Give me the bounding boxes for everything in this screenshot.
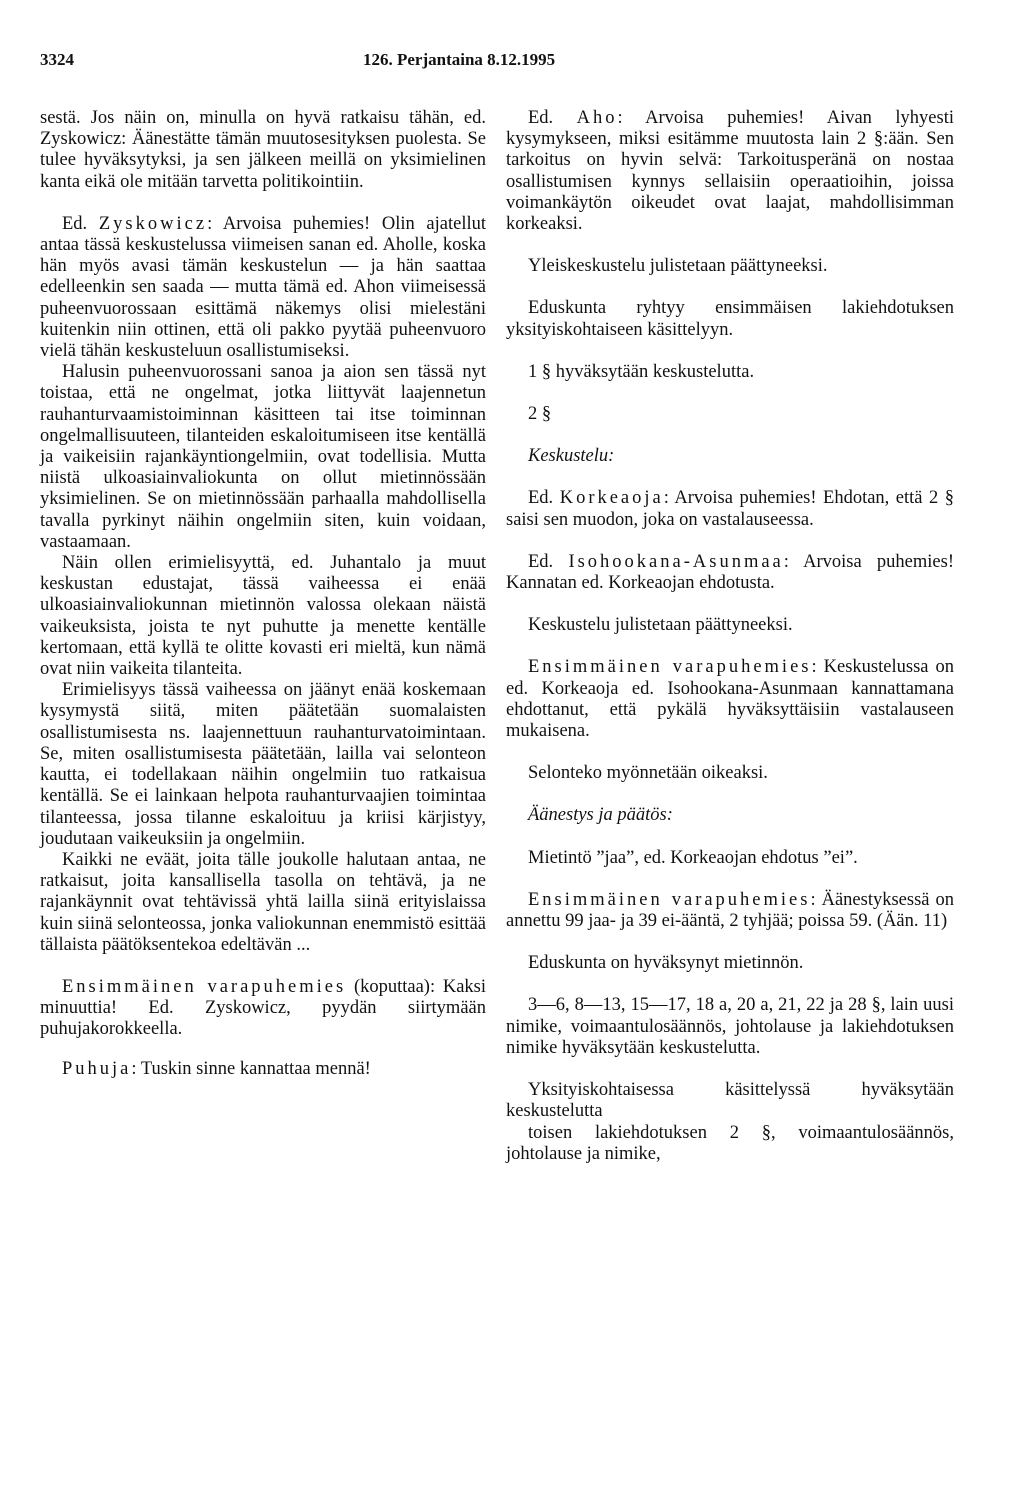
issue-title: 126. Perjantaina 8.12.1995 bbox=[363, 50, 556, 69]
procedural-note: Selonteko myönnetään oikeaksi. bbox=[528, 763, 768, 784]
page-header bbox=[40, 50, 984, 74]
procedural-note: Keskustelu julistetaan päättyneeksi. bbox=[528, 615, 793, 636]
speaker-prefix: Ed. bbox=[528, 108, 554, 128]
speaker-name: Ensimmäinen varapuhemies bbox=[62, 976, 347, 997]
speech-aho bbox=[506, 108, 954, 235]
speaker-name: Zyskowicz bbox=[98, 213, 208, 234]
paragraph: Näin ollen erimielisyyttä, ed. Juhantalo ja muut keskustan edustajat, tässä vaiheessa ei enää ulkoasiainvaliokunnan mietinnön valossa olekaan näistä vaikeuksista, joista te nyt puhutte ja menette kentälle kertomaan, että kyllä te olitte kovasti eri mieltä, kun nämä ovat niin vaikeita tilanteita. bbox=[40, 553, 486, 680]
procedural-note: Mietintö ”jaa”, ed. Korkeaojan ehdotus ”ei”. bbox=[528, 847, 858, 868]
speaker-name: Isohookana-Asunmaa bbox=[568, 551, 784, 572]
right-column bbox=[506, 108, 954, 1165]
procedural-note: Yksityiskohtaisessa käsittelyssä hyväksytään keskustelutta bbox=[506, 1080, 954, 1122]
speech-text: : Arvoisa puhemies! Ehdotan, että 2 § saisi sen muodon, joka on vastalauseessa. bbox=[506, 488, 955, 530]
speaker-prefix: Ed. bbox=[62, 213, 88, 234]
speech-zyskowicz bbox=[40, 214, 486, 362]
subheading: Keskustelu: bbox=[528, 446, 615, 467]
speech-isohookana-asunmaa bbox=[506, 552, 954, 594]
speech-text: (koputtaa): Kaksi minuuttia! Ed. Zyskowicz, pyydän siirtymään puhujakorokkeella. bbox=[40, 976, 486, 1040]
speech-text: : Tuskin sinne kannattaa mennä! bbox=[131, 1058, 371, 1079]
speaker-name: Ensimmäinen varapuhemies bbox=[528, 889, 811, 910]
procedural-note: Eduskunta on hyväksynyt mietinnön. bbox=[528, 953, 804, 974]
speaker-name: Puhuja bbox=[62, 1058, 132, 1079]
speech-varapuhemies bbox=[40, 977, 486, 1041]
paragraph: Halusin puheenvuorossani sanoa ja aion sen tässä nyt toistaa, että ne ongelmat, jotka liittyvät laajennetun rauhanturvaamistoiminnan käsitteen tai itse toiminnan ongelmallisuuteen, tilanteiden eskaloitumiseen itse kentällä ja vaikeisiin rajankäyntiongelmiin, ovat todellisia. Mutta niistä ulkoasiainvaliokunta on ollut mietinnössään yksimielinen. Se on mietinnössään parhaalla mahdollisella tavalla pyrkinyt näihin ongelmiin siten, kuin voidaan, vastaamaan. bbox=[40, 362, 486, 552]
speaker-prefix: Ed. bbox=[528, 488, 554, 509]
procedural-note: 1 § hyväksytään keskustelutta. bbox=[528, 361, 755, 382]
speaker-prefix: Ed. bbox=[528, 551, 554, 572]
speech-text: : Arvoisa puhemies! Olin ajatellut antaa tässä keskustelussa viimeisen sanan ed. Aholle, koska hän myös avasi tämän keskustelun — ja hän saattaa edelleenkin sen saada — mutta tämä ed. Ahon viimeisessä puheenvuorossaan esittämä näkemys olisi mielestäni kuitenkin niin ottinen, että oli pakko pyytää puheenvuoro vielä tähän keskusteluun osallistumiseksi. bbox=[40, 213, 487, 362]
left-column bbox=[40, 108, 486, 1080]
paragraph: sestä. Jos näin on, minulla on hyvä ratkaisu tähän, ed. Zyskowicz: Äänestätte tämän muutosesityksen puolesta. Se tulee hyväksytyksi, ja sen jälkeen meillä on yksimielinen kanta eikä ole mitään tarvetta politikointiin. bbox=[40, 108, 486, 192]
speaker-name: Aho bbox=[576, 108, 618, 128]
procedural-note: 3—6, 8—13, 15—17, 18 a, 20 a, 21, 22 ja 28 §, lain uusi nimike, voimaantulosäännös, johtolause ja lakiehdotuksen nimike hyväksytään keskustelutta. bbox=[506, 995, 954, 1058]
speech-text: : Äänestyksessä on annettu 99 jaa- ja 39 ei-ääntä, 2 tyhjää; poissa 59. (Ään. 11) bbox=[506, 889, 954, 932]
speech-text: : Keskustelussa on ed. Korkeaoja ed. Isohookana-Asunmaan kannattamana ehdottanut, että pykälä hyväksyttäisiin vastalauseen mukaisena. bbox=[506, 657, 955, 742]
speech-text: : Arvoisa puhemies! Aivan lyhyesti kysymykseen, miksi esitämme muutosta lain 2 §:ään. Sen tarkoitus on hyvin selvä: Tarkoitusperänä on nostaa osallistumisen kynnys sellaisiin operaatioihin, joissa voimankäytön oikeudet ovat laajat, mahdollisimman korkeaksi. bbox=[506, 108, 954, 235]
paragraph: Erimielisyys tässä vaiheessa on jäänyt enää koskemaan kysymystä siitä, miten päätetään suomalaisten osallistumisesta ns. laajennettuun rauhanturvatoimintaan. Se, miten osallistumisesta päätetään, lailla vai selonteon kautta, ei todellakaan näihin ongelmiin tuo ratkaisua kentällä. Se ei lainkaan helpota rauhanturvaajien toimintaa tilanteessa, jossa tilanne eskaloituu ja kriisi kärjistyy, joudutaan vaikeuksiin ja ongelmiin. bbox=[40, 680, 486, 849]
procedural-note: toisen lakiehdotuksen 2 §, voimaantulosäännös, johtolause ja nimike, bbox=[506, 1122, 954, 1164]
subheading: Äänestys ja päätös: bbox=[528, 805, 673, 826]
section-heading: 2 § bbox=[528, 404, 552, 425]
speech-text: : Arvoisa puhemies! Kannatan ed. Korkeaojan ehdotusta. bbox=[506, 551, 954, 594]
speech-varapuhemies bbox=[506, 657, 954, 742]
speaker-name: Ensimmäinen varapuhemies bbox=[528, 657, 812, 678]
procedural-note: Yleiskeskustelu julistetaan päättyneeksi. bbox=[528, 256, 828, 277]
speech-varapuhemies bbox=[506, 890, 954, 932]
page-number: 3324 bbox=[40, 50, 74, 69]
speaker-name: Korkeaoja bbox=[559, 488, 664, 509]
speech-korkeaoja bbox=[506, 488, 954, 530]
paragraph: Kaikki ne eväät, joita tälle joukolle halutaan antaa, ne ratkaisut, joita kansallisella tasolla on tehtävä, ja ne rajankäynnit ovat tehtävissä yhtä lailla siinä erityislaissa kuin siinä selonteossa, jonka valiokunnan enemmistö esittää tällaista päätöksentekoa edeltävän ... bbox=[40, 849, 486, 955]
speech-puhuja bbox=[40, 1059, 486, 1080]
procedural-note: Eduskunta ryhtyy ensimmäisen lakiehdotuksen yksityiskohtaiseen käsittelyyn. bbox=[506, 298, 954, 340]
